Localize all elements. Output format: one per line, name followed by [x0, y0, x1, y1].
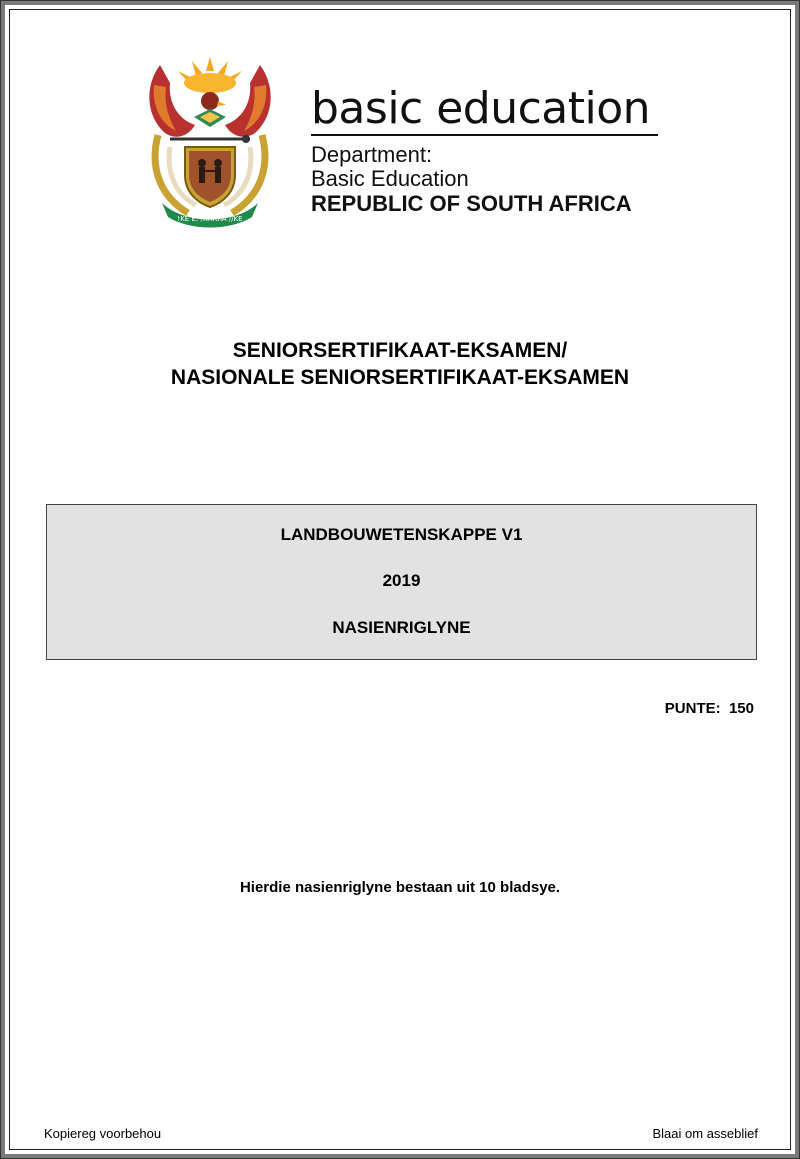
south-africa-coat-of-arms-icon	[140, 55, 280, 230]
subject-box	[46, 504, 757, 660]
exam-title-line2: NASIONALE SENIORSERTIFIKAAT-EKSAMEN	[170, 366, 630, 389]
department-logo-text	[311, 85, 661, 216]
document-type: NASIENRIGLYNE	[332, 618, 471, 637]
total-marks: PUNTE: 150	[664, 700, 754, 717]
exam-title	[0, 337, 800, 391]
brand-name: basic education	[311, 83, 651, 134]
department-label: Department:	[311, 142, 433, 167]
motto-text: !KE E: /XARRA //KE	[177, 215, 243, 223]
sun-icon	[178, 57, 242, 93]
subject-name: LANDBOUWETENSKAPPE V1	[280, 525, 523, 544]
country-name: REPUBLIC OF SOUTH AFRICA	[311, 191, 632, 216]
copyright-footer: Kopiereg voorbehou	[44, 1126, 162, 1141]
brand-underline	[311, 134, 658, 136]
exam-title-line1: SENIORSERTIFIKAAT-EKSAMEN/	[232, 339, 568, 362]
turn-over-footer: Blaai om asseblief	[652, 1126, 758, 1141]
page-count-note: Hierdie nasienriglyne bestaan uit 10 bladsye.	[239, 879, 561, 896]
exam-year: 2019	[382, 571, 421, 590]
department-name: Basic Education	[311, 166, 469, 191]
